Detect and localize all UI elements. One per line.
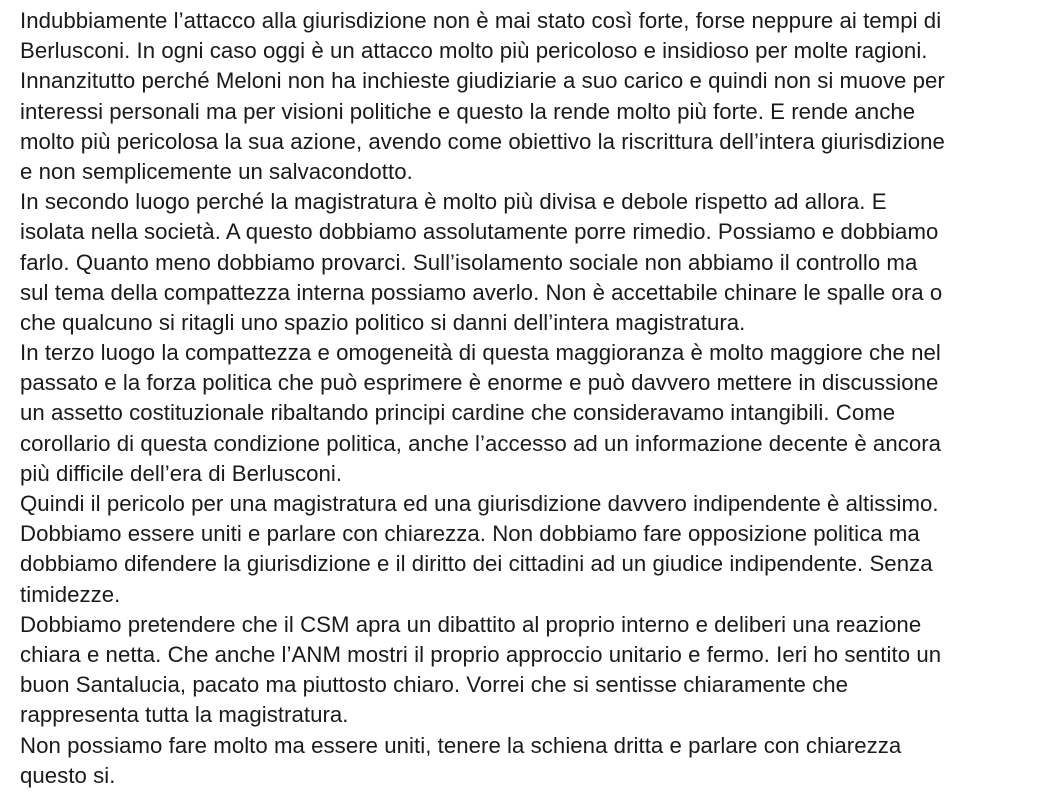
- text-line: isolata nella società. A questo dobbiamo assolutamente porre rimedio. Possiamo e dobbiamo: [20, 219, 939, 245]
- text-line: timidezze.: [20, 581, 121, 607]
- text-line: che qualcuno si ritagli uno spazio politico si danni dell’intera magistratura.: [20, 309, 746, 335]
- text-line: Berlusconi. In ogni caso oggi è un attacco molto più pericoloso e insidioso per molte ragioni.: [20, 38, 928, 64]
- text-line: Dobbiamo essere uniti e parlare con chiarezza. Non dobbiamo fare opposizione politica ma: [20, 521, 920, 547]
- text-line: questo si.: [20, 762, 116, 788]
- text-line: buon Santalucia, pacato ma piuttosto chiaro. Vorrei che si sentisse chiaramente che: [20, 672, 849, 698]
- text-line: chiara e netta. Che anche l’ANM mostri il proprio approccio unitario e fermo. Ieri ho sentito un: [20, 641, 942, 667]
- text-line: Dobbiamo pretendere che il CSM apra un dibattito al proprio interno e deliberi una reazione: [20, 611, 922, 637]
- text-line: sul tema della compattezza interna possiamo averlo. Non è accettabile chinare le spalle ora o: [20, 279, 943, 305]
- text-line: Non possiamo fare molto ma essere uniti, tenere la schiena dritta e parlare con chiarezza: [20, 732, 902, 758]
- text-line: farlo. Quanto meno dobbiamo provarci. Sull’isolamento sociale non abbiamo il controllo ma: [20, 249, 918, 275]
- text-line: un assetto costituzionale ribaltando principi cardine che consideravamo intangibili. Come: [20, 400, 896, 426]
- text-line: Indubbiamente l’attacco alla giurisdizione non è mai stato così forte, forse neppure ai tempi di: [20, 8, 942, 33]
- text-line: e non semplicemente un salvacondotto.: [20, 158, 413, 184]
- text-line: interessi personali ma per visioni politiche e questo la rende molto più forte. E rende anche: [20, 98, 916, 124]
- text-line: dobbiamo difendere la giurisdizione e il diritto dei cittadini ad un giudice indipendente. Senza: [20, 551, 933, 577]
- text-line: corollario di questa condizione politica, anche l’accesso ad un informazione decente è ancora: [20, 430, 942, 456]
- text-document: [20, 6, 1035, 791]
- text-line: In terzo luogo la compattezza e omogeneità di questa maggioranza è molto maggiore che nel: [20, 340, 941, 366]
- text-line: molto più pericolosa la sua azione, avendo come obiettivo la riscrittura dell’intera giurisdizione: [20, 128, 945, 154]
- text-line: Innanzitutto perché Meloni non ha inchieste giudiziarie a suo carico e quindi non si muove per: [20, 68, 945, 94]
- text-line: più difficile dell’era di Berlusconi.: [20, 460, 343, 486]
- text-line: passato e la forza politica che può esprimere è enorme e può davvero mettere in discussione: [20, 370, 939, 396]
- text-line: rappresenta tutta la magistratura.: [20, 702, 349, 728]
- text-line: Quindi il pericolo per una magistratura ed una giurisdizione davvero indipendente è altissimo.: [20, 491, 939, 516]
- text-line: In secondo luogo perché la magistratura è molto più divisa e debole rispetto ad allora. E: [20, 189, 887, 215]
